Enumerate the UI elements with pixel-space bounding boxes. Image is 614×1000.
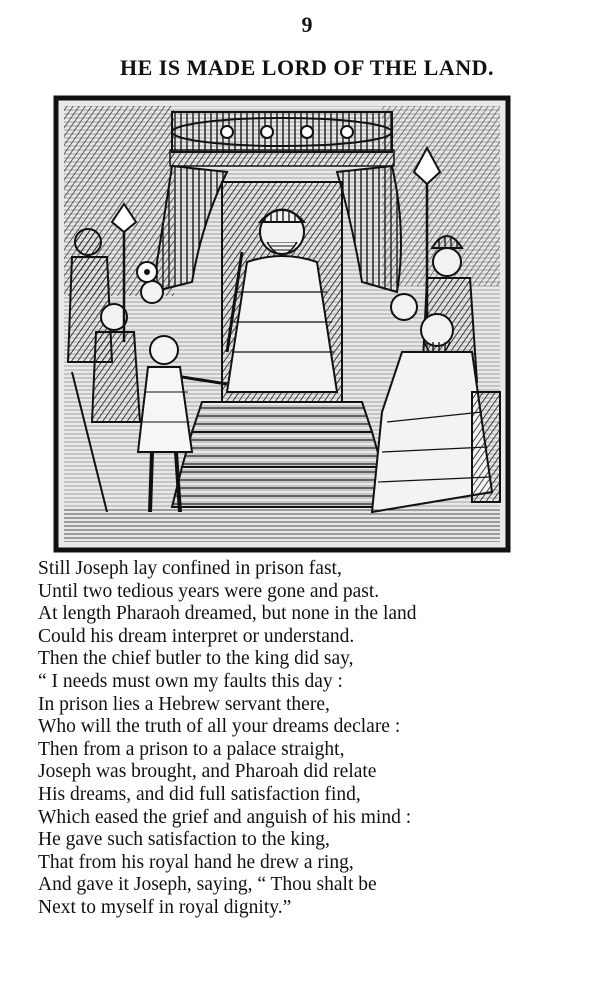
page-number: 9 [301,12,313,37]
verse-line: His dreams, and did full satisfaction find, [38,783,361,805]
verse-line: Next to myself in royal dignity.” [38,896,292,918]
verse-line: And gave it Joseph, saying, “ Thou shalt be [38,874,377,896]
verse-line: Then from a prison to a palace straight, [38,738,345,760]
verse-line: Until two tedious years were gone and past. [38,580,380,602]
verse-line: He gave such satisfaction to the king, [38,829,330,851]
verse-line: “ I needs must own my faults this day : [38,670,343,692]
verse-line: Could his dream interpret or understand. [38,625,355,647]
verse-line: Who will the truth of all your dreams declare : [38,716,401,738]
verse-line: That from his royal hand he drew a ring, [38,851,354,873]
chapter-title: HE IS MADE LORD OF THE LAND. [120,55,494,80]
verse-line: At length Pharaoh dreamed, but none in the land [38,603,417,625]
verse-line: Still Joseph lay confined in prison fast, [38,558,342,579]
verse-line: In prison lies a Hebrew servant there, [38,693,330,715]
verse [38,558,598,920]
verse-line: Which eased the grief and anguish of his mind : [38,806,412,828]
woodcut-illustration-icon [52,92,512,554]
verse-line: Then the chief butler to the king did say, [38,648,354,670]
verse-line: Joseph was brought, and Pharoah did relate [38,761,377,783]
woodcut-illustration [52,92,512,554]
